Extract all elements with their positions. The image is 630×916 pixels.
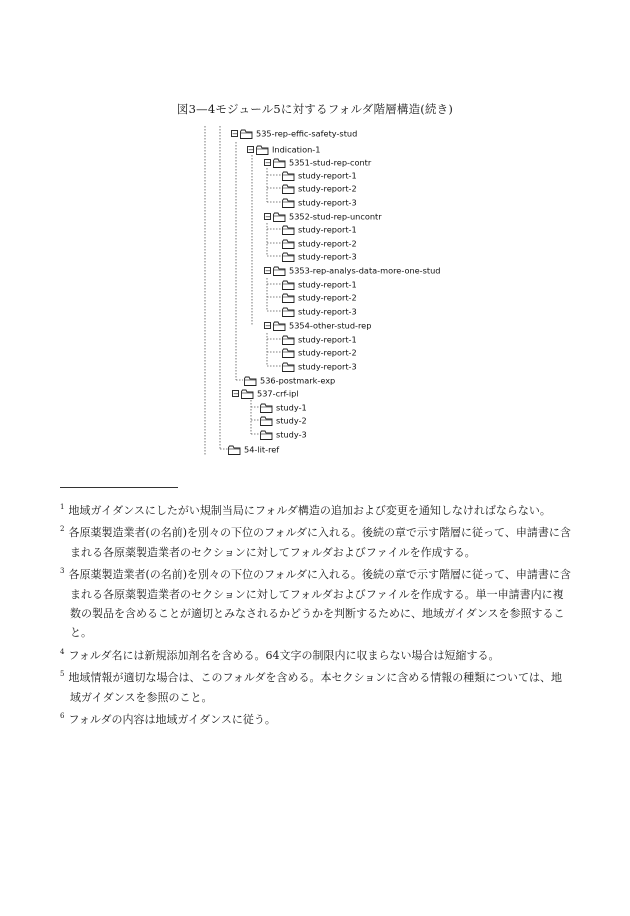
collapse-toggle-icon[interactable]: −	[265, 159, 271, 167]
folder-icon	[282, 239, 295, 249]
footnote-1: $^1$ 地域ガイダンスにしたがい規制当局にフォルダ構造の追加および変更を通知しなければならない。	[60, 503, 551, 517]
folder-icon	[282, 171, 295, 181]
tree-node-label: study-report-2	[298, 238, 357, 249]
tree-node[interactable]	[282, 304, 357, 318]
tree-node[interactable]	[228, 442, 279, 456]
footnote-2: $^2$ 各原薬製造業者(の名前)を別々の下位のフォルダに入れる。後続の章で示す階層に従って、申請書に含まれる各原薬製造業者のセクションに対してフォルダおよびファイルを作成する。	[60, 525, 571, 559]
tree-node-label: 536-postmark-exp	[260, 375, 336, 386]
folder-icon	[244, 376, 257, 386]
folder-icon	[273, 212, 286, 222]
tree-node-label: study-report-3	[298, 251, 357, 262]
footnote-5: $^5$ 地域情報が適切な場合は、このフォルダを含める。本セクションに含める情報の種類については、地域ガイダンスを参照のこと。	[60, 670, 563, 704]
tree-node-label: study-report-2	[298, 183, 357, 194]
folder-icon	[282, 225, 295, 235]
tree-node[interactable]	[282, 168, 357, 182]
collapse-toggle-icon[interactable]: −	[265, 267, 271, 275]
tree-node-label: 535-rep-effic-safety-stud	[256, 128, 358, 139]
collapse-toggle-icon[interactable]: −	[233, 390, 239, 398]
tree-node[interactable]	[282, 236, 357, 250]
folder-icon	[241, 389, 254, 399]
tree-node-label: 54-lit-ref	[244, 444, 280, 455]
tree-node[interactable]	[247, 142, 320, 156]
tree-node-label: study-report-3	[298, 361, 357, 372]
tree-node[interactable]	[264, 209, 382, 223]
tree-node[interactable]	[282, 195, 357, 209]
folder-icon	[282, 348, 295, 358]
tree-node-label: 5354-other-stud-rep	[289, 320, 372, 331]
folder-icon	[273, 158, 286, 168]
collapse-toggle-icon[interactable]: −	[265, 213, 271, 221]
tree-node[interactable]	[260, 427, 307, 441]
tree-node[interactable]	[282, 332, 357, 346]
tree-node[interactable]	[282, 249, 357, 263]
figure-title: 図3—4モジュール5に対するフォルダ階層構造(続き)	[176, 102, 454, 116]
footnote-separator	[60, 487, 178, 488]
footnotes	[60, 498, 572, 729]
folder-icon	[282, 198, 295, 208]
tree-node-label: study-report-1	[298, 334, 357, 345]
tree-node-label: study-3	[276, 429, 307, 440]
collapse-toggle-icon[interactable]: −	[265, 322, 271, 330]
folder-icon	[260, 430, 273, 440]
tree-node[interactable]	[244, 373, 335, 387]
tree-node[interactable]	[260, 413, 307, 427]
tree-node-label: 537-crf-ipl	[257, 388, 299, 399]
folder-icon	[282, 184, 295, 194]
collapse-toggle-icon[interactable]: −	[248, 146, 254, 154]
tree-node-label: study-report-1	[298, 224, 357, 235]
tree-node-label: study-report-2	[298, 347, 357, 358]
tree-node[interactable]	[264, 155, 371, 169]
footnote-3: $^3$ 各原薬製造業者(の名前)を別々の下位のフォルダに入れる。後続の章で示す階層に従って、申請書に含まれる各原薬製造業者のセクションに対してフォルダおよびファイルを作成する。単一申請書内に複数の製品を含めることが適切とみなされるかどうかを判断するために、地域ガイダンスを参照すること。	[60, 567, 571, 640]
folder-icon	[282, 307, 295, 317]
footnote-6: $^6$ フォルダの内容は地域ガイダンスに従う。	[60, 712, 276, 727]
tree-node-label: study-1	[276, 402, 307, 413]
tree-node[interactable]	[282, 290, 357, 304]
tree-node[interactable]	[282, 345, 357, 359]
tree-node[interactable]	[231, 126, 357, 140]
tree-node-label: study-report-3	[298, 197, 357, 208]
tree-node[interactable]	[264, 263, 441, 277]
tree-node[interactable]	[264, 318, 371, 332]
tree-node[interactable]	[260, 400, 307, 414]
folder-icon	[273, 266, 286, 276]
folder-icon	[240, 129, 253, 139]
tree-node-label: 5352-stud-rep-uncontr	[289, 211, 382, 222]
tree-node[interactable]	[282, 277, 357, 291]
footnote-4: $^4$ フォルダ名には新規添加剤名を含める。64文字の制限内に収まらない場合は短縮する。	[60, 647, 500, 662]
folder-icon	[282, 362, 295, 372]
folder-icon	[256, 145, 269, 155]
folder-icon	[282, 252, 295, 262]
tree-node-label: Indication-1	[272, 144, 321, 155]
folder-icon	[228, 445, 241, 455]
tree-node[interactable]	[282, 222, 357, 236]
tree-node[interactable]	[282, 181, 357, 195]
folder-icon	[273, 321, 286, 331]
tree-node-label: study-report-3	[298, 306, 357, 317]
folder-icon	[282, 293, 295, 303]
folder-icon	[260, 403, 273, 413]
tree-node[interactable]	[282, 359, 357, 373]
tree-node-label: study-report-1	[298, 279, 357, 290]
tree-node[interactable]	[232, 386, 299, 400]
tree-node-label: 5351-stud-rep-contr	[289, 157, 372, 168]
collapse-toggle-icon[interactable]: −	[232, 130, 238, 138]
folder-icon	[282, 280, 295, 290]
tree-node-label: study-report-1	[298, 170, 357, 181]
tree-node-label: 5353-rep-analys-data-more-one-stud	[289, 265, 441, 276]
folder-icon	[282, 335, 295, 345]
folder-icon	[260, 416, 273, 426]
tree-node-label: study-2	[276, 415, 307, 426]
tree-node-label: study-report-2	[298, 292, 357, 303]
